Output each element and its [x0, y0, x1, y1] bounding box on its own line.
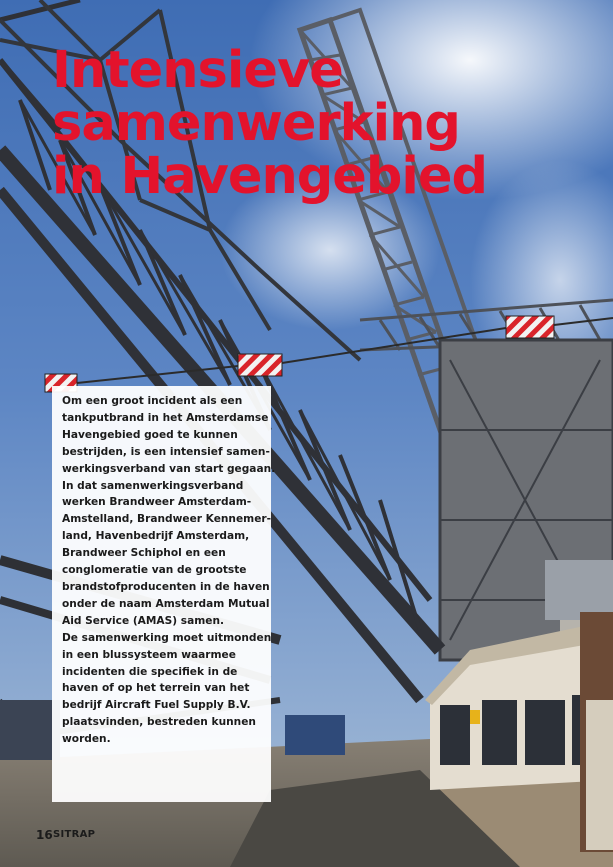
article-title [52, 41, 487, 206]
intro-text [62, 393, 276, 748]
intro-line: Aid Service (AMAS) samen. [62, 614, 225, 627]
intro-line: conglomeratie van de grootste [62, 564, 247, 577]
container [285, 715, 345, 755]
intro-line: De samenwerking moet uitmonden [62, 631, 272, 644]
title-line: samenwerking [52, 94, 460, 153]
intro-line: Om een groot incident als een [62, 395, 243, 407]
intro-line: In dat samenwerkingsverband [62, 479, 244, 492]
intro-line: bedrijf Aircraft Fuel Supply B.V. [62, 699, 251, 712]
page-number: 16 [36, 828, 53, 842]
intro-line: werkingsverband van start gegaan. [62, 462, 276, 475]
intro-line: tankputbrand in het Amsterdamse [62, 411, 269, 424]
intro-line: onder de naam Amsterdam Mutual [62, 597, 270, 610]
intro-line: land, Havenbedrijf Amsterdam, [62, 530, 250, 543]
water [0, 700, 60, 760]
intro-line: bestrijden, is een intensief samen- [62, 445, 270, 458]
intro-line: Havengebied goed te kunnen [62, 428, 238, 441]
title-line: in Havengebied [52, 147, 487, 206]
intro-line: Amstelland, Brandweer Kennemer- [62, 513, 272, 526]
intro-line: werken Brandweer Amsterdam- [62, 496, 252, 509]
title-line: Intensieve [52, 41, 343, 100]
magazine-name: SITRAP [53, 829, 96, 840]
intro-line: brandstofproducenten in de haven [62, 580, 270, 593]
intro-line: worden. [62, 733, 111, 746]
intro-line: in een blussysteem waarmee [62, 648, 236, 661]
intro-line: plaatsvinden, bestreden kunnen [62, 716, 256, 729]
intro-line: haven of op het terrein van het [62, 682, 250, 695]
intro-line: incidenten die specifiek in de [62, 665, 238, 678]
intro-line: Brandweer Schiphol en een [62, 547, 226, 560]
